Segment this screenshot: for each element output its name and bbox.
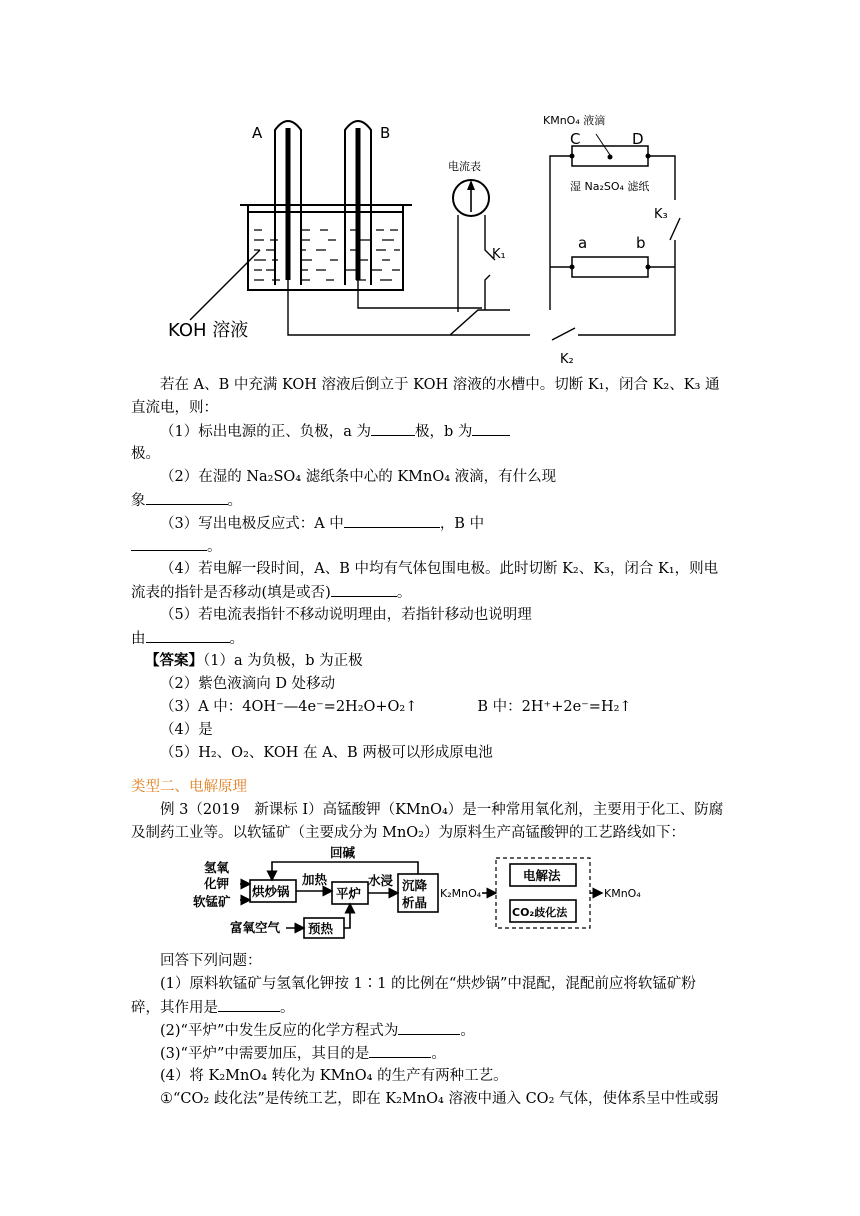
question-2-text-b: 象 xyxy=(131,493,146,509)
flow-recycle: 回碱 xyxy=(330,845,356,860)
flow-electrolysis: 电解法 xyxy=(523,868,561,883)
question-5-text-b: 由 xyxy=(131,631,146,647)
question-2-cont xyxy=(131,490,242,511)
question-1-text-b: 极，b 为 xyxy=(414,424,473,440)
flow-ore: 软锰矿 xyxy=(193,894,231,909)
question-5: （5）若电流表指针不移动说明理由，若指针移动也说明理 xyxy=(160,607,532,623)
kmno4-drop xyxy=(608,155,613,160)
part-1: (1）原料软锰矿与氢氧化钾按 1∶1 的比例在“烘炒锅”中混配，混配前应将软锰矿粉 xyxy=(160,976,696,992)
intro-line-2: 直流电，则： xyxy=(131,400,218,416)
flow-heat: 加热 xyxy=(302,872,328,887)
ammeter-label: 电流表 xyxy=(448,160,481,173)
part-2-text-a: (2)“平炉”中发生反应的化学方程式为 xyxy=(160,1023,399,1039)
flow-furnace: 平炉 xyxy=(336,886,362,901)
part-3-text-a: (3)“平炉”中需要加压，其目的是 xyxy=(160,1046,370,1062)
answer-blank[interactable] xyxy=(398,1020,460,1035)
question-3-text-c: 。 xyxy=(207,539,222,555)
flow-k2mno4: K₂MnO₄ xyxy=(440,887,482,900)
answer-2: （2）紫色液滴向 D 处移动 xyxy=(160,676,336,692)
answer-prompt: 回答下列问题： xyxy=(160,953,262,969)
question-2: （2）在湿的 Na₂SO₄ 滤纸条中心的 KMnO₄ 液滴，有什么现 xyxy=(160,469,557,485)
beaker xyxy=(248,205,403,290)
example-3-line-1: 例 3（2019 新课标 I）高锰酸钾（KMnO₄）是一种常用氧化剂，主要用于化工、防腐 xyxy=(160,802,724,818)
question-3-cont xyxy=(131,536,222,557)
section-title: 类型二、电解原理 xyxy=(131,779,247,795)
flow-koh-2: 化钾 xyxy=(204,876,230,891)
example-3-line-2: 及制药工业等。以软锰矿（主要成分为 MnO₂）为原料生产高锰酸钾的工艺路线如下： xyxy=(131,825,685,841)
part-2 xyxy=(160,1020,475,1041)
label-c: C xyxy=(570,130,581,148)
answer-blank[interactable] xyxy=(472,421,510,436)
answer-blank[interactable] xyxy=(146,628,230,643)
question-4-text-b: 流表的指针是否移动(填是或否) xyxy=(131,585,331,601)
answer-blank[interactable] xyxy=(344,513,440,528)
question-3 xyxy=(160,513,484,534)
kmno4-drop-label: KMnO₄ 液滴 xyxy=(543,114,606,127)
koh-solution-label: KOH 溶液 xyxy=(168,320,249,341)
question-2-text-c: 。 xyxy=(227,493,242,509)
question-3-text-b: ，B 中 xyxy=(439,516,485,532)
answer-1: （1）a 为负极，b 为正极 xyxy=(203,653,363,669)
part-4: (4）将 K₂MnO₄ 转化为 KMnO₄ 的生产有两种工艺。 xyxy=(160,1068,508,1084)
answer-4: （4）是 xyxy=(160,722,213,738)
flow-settle-1: 沉降 xyxy=(402,878,428,893)
question-1-end: 极。 xyxy=(131,446,160,462)
flow-leach: 水浸 xyxy=(368,873,394,888)
answer-3-a: （3）A 中：4OH⁻—4e⁻=2H₂O+O₂↑ xyxy=(160,699,418,715)
process-flow-diagram xyxy=(190,840,750,945)
label-b: B xyxy=(380,124,391,142)
flow-kmno4: KMnO₄ xyxy=(604,887,641,900)
answer-blank[interactable] xyxy=(146,490,228,505)
answer-3 xyxy=(160,697,632,717)
part-2-text-c: 。 xyxy=(460,1023,475,1039)
answer-3-b: B 中：2H⁺+2e⁻=H₂↑ xyxy=(477,699,632,715)
label-d: D xyxy=(632,130,644,148)
label-a-small: a xyxy=(578,234,588,252)
answer-blank[interactable] xyxy=(218,997,280,1012)
question-3-text-a: （3）写出电极反应式：A 中 xyxy=(160,516,344,532)
label-k3: K₃ xyxy=(654,207,668,222)
part-3-text-c: 。 xyxy=(431,1046,446,1062)
flow-roaster: 烘炒锅 xyxy=(252,884,290,899)
flow-koh-1: 氢氧 xyxy=(204,860,230,875)
flow-co2-method: CO₂歧化法 xyxy=(512,906,568,919)
answer-5: （5）H₂、O₂、KOH 在 A、B 两极可以形成原电池 xyxy=(160,745,493,761)
answer-blank[interactable] xyxy=(371,421,415,436)
label-b-small: b xyxy=(636,234,646,252)
answer-blank[interactable] xyxy=(131,536,207,551)
filter-paper-label: 湿 Na₂SO₄ 滤纸 xyxy=(570,180,650,193)
part-1-cont xyxy=(131,997,295,1018)
flow-air: 富氧空气 xyxy=(230,920,281,935)
answer-label: 【答案】 xyxy=(145,652,203,669)
question-4: （4）若电解一段时间，A、B 中均有气体包围电极。此时切断 K₂、K₃，闭合 K₁，则电 xyxy=(160,561,719,577)
answer-line-1 xyxy=(145,651,363,671)
part-3 xyxy=(160,1043,446,1064)
label-k1: K₁ xyxy=(492,247,506,262)
label-k2: K₂ xyxy=(560,352,574,367)
question-5-text-c: 。 xyxy=(229,631,244,647)
question-4-text-c: 。 xyxy=(396,585,412,601)
label-a: A xyxy=(252,124,263,142)
question-4-cont xyxy=(131,582,411,603)
part-1-text-c: 。 xyxy=(280,1000,295,1016)
intro-line-1: 若在 A、B 中充满 KOH 溶液后倒立于 KOH 溶液的水槽中。切断 K₁，闭合 K₂、K₃ 通 xyxy=(160,377,720,393)
part-4-1: ①“CO₂ 歧化法”是传统工艺，即在 K₂MnO₄ 溶液中通入 CO₂ 气体，使体系呈中性或弱 xyxy=(160,1091,719,1107)
question-1 xyxy=(160,421,510,442)
part-1-text-b: 碎，其作用是 xyxy=(131,1000,218,1016)
flow-preheat: 预热 xyxy=(308,921,334,936)
question-5-cont xyxy=(131,628,244,649)
question-1-text-a: （1）标出电源的正、负极，a 为 xyxy=(160,424,371,440)
ab-electrode-box xyxy=(572,257,648,277)
electrolysis-apparatus-figure xyxy=(150,100,710,370)
answer-blank[interactable] xyxy=(331,582,397,597)
flow-settle-2: 析晶 xyxy=(402,895,428,910)
answer-blank[interactable] xyxy=(369,1043,431,1058)
